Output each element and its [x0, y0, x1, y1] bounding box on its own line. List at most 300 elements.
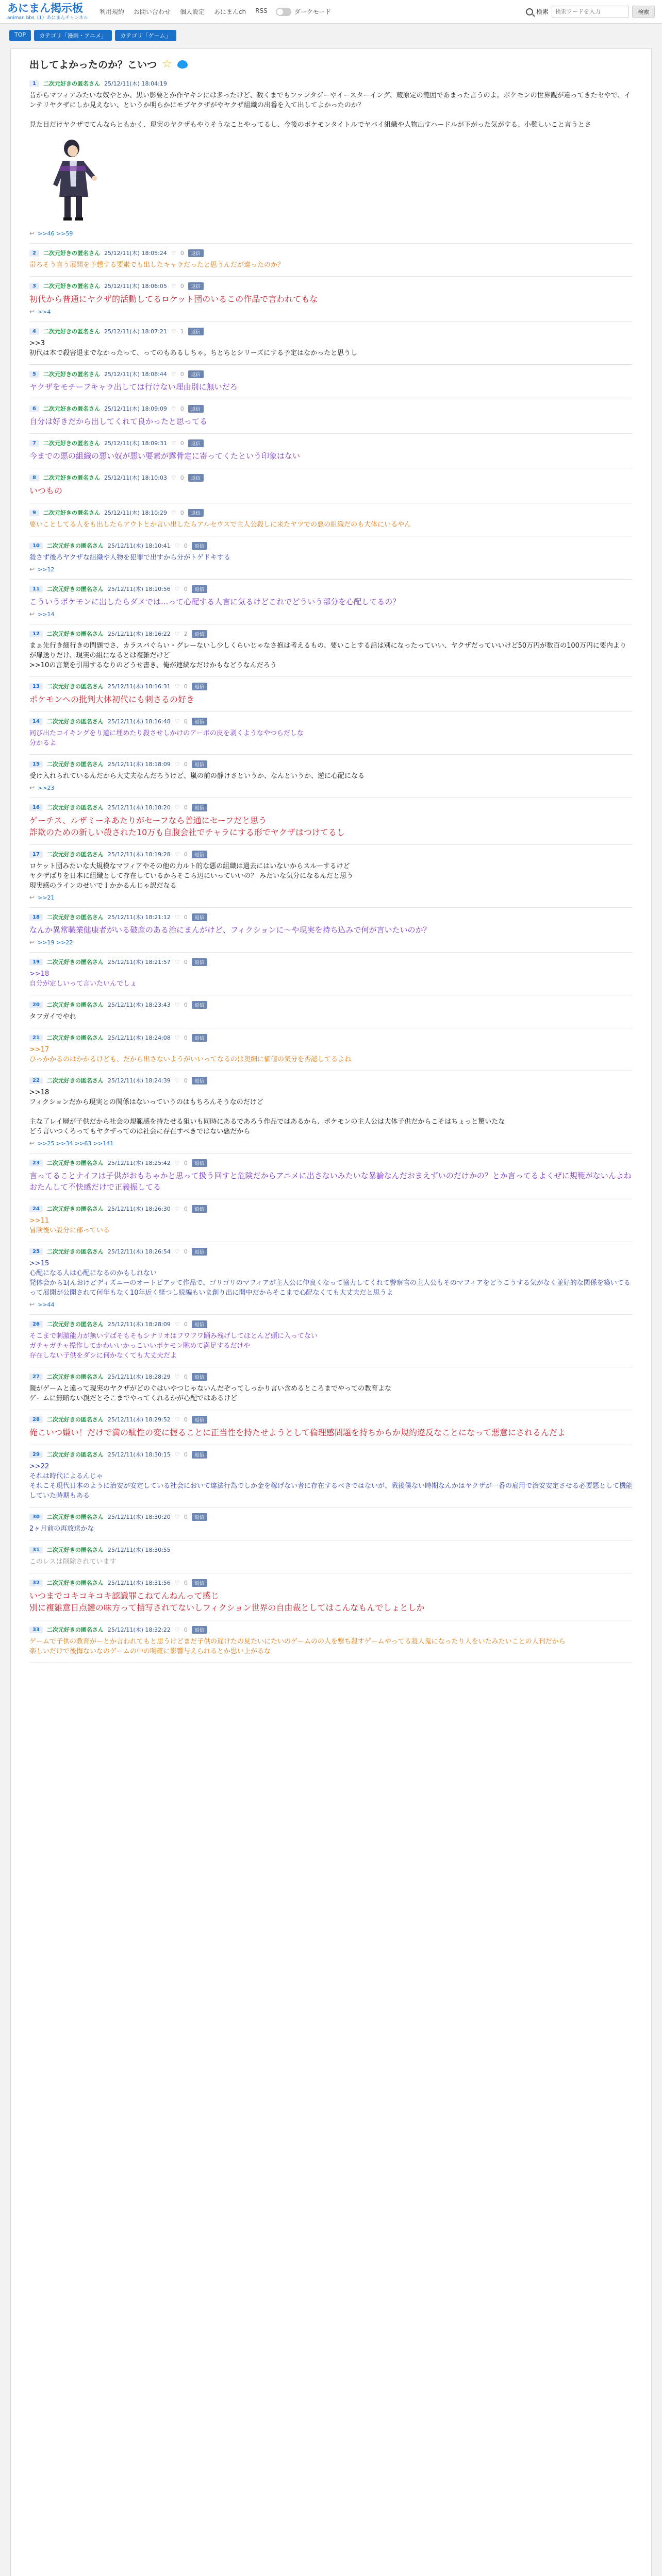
- res-item: [29, 434, 633, 468]
- like-count: 0: [184, 1416, 188, 1423]
- res-item: [29, 1367, 633, 1410]
- reply-button[interactable]: 返信: [192, 1034, 207, 1042]
- heart-icon[interactable]: ♡: [174, 1159, 180, 1166]
- res-number[interactable]: 26: [29, 1321, 43, 1328]
- res-date: 25/12/11(木) 18:30:20: [107, 1514, 171, 1520]
- reply-anchors[interactable]: >>12: [38, 566, 55, 573]
- res-number[interactable]: 1: [29, 80, 39, 87]
- reply-button[interactable]: 返信: [192, 1205, 207, 1213]
- res-date: 25/12/11(木) 18:32:22: [107, 1626, 171, 1633]
- like-count: 1: [180, 328, 184, 335]
- reply-links: [29, 784, 633, 791]
- toggle-switch[interactable]: [276, 8, 291, 16]
- reply-arrow-icon: ↩: [29, 784, 35, 791]
- reply-button[interactable]: 返信: [192, 913, 207, 921]
- res-body: このレスは削除されています: [29, 1558, 117, 1566]
- heart-icon[interactable]: ♡: [174, 1320, 180, 1328]
- heart-icon[interactable]: ♡: [174, 585, 180, 592]
- breadcrumb-category-game[interactable]: カテゴリ「ゲーム」: [115, 30, 176, 41]
- res-header: [29, 473, 633, 482]
- like-count: 0: [184, 1248, 188, 1255]
- like-count: 0: [184, 683, 188, 690]
- heart-icon[interactable]: ♡: [174, 851, 180, 858]
- res-body: タフガイでやれ: [29, 1013, 76, 1021]
- like-count: 0: [184, 1373, 188, 1380]
- reply-links: [29, 566, 633, 573]
- like-count: 0: [184, 1626, 188, 1633]
- res-date: 25/12/11(木) 18:28:29: [107, 1374, 171, 1380]
- res-body: 受け入れられているんだから大丈夫なんだろうけど、嵐の前の静けさというか、なんというか、逆に心配になる: [29, 772, 365, 780]
- reply-button[interactable]: 返信: [192, 1579, 207, 1587]
- breadcrumb-top[interactable]: TOP: [9, 30, 31, 41]
- reply-button[interactable]: 返信: [192, 760, 207, 768]
- reply-button[interactable]: 返信: [192, 804, 207, 811]
- res-author: 二次元好きの匿名さん: [43, 510, 100, 516]
- reply-button[interactable]: 返信: [192, 1626, 207, 1634]
- res-number[interactable]: 10: [29, 543, 43, 549]
- res-author: 二次元好きの匿名さん: [46, 718, 104, 725]
- heart-icon[interactable]: ♡: [174, 1373, 180, 1380]
- res-body: >>18 フィクションだから現実との関係はないっていうのはもちろんそうなのだけど 主な了レイ層が子供だから社会の規範感を持たせる狙いも同時にあるであろう作品ではあるから、ポケモンの主人公は大体子供だからこそはちょっと驚いたな どう言いつくろってもヤクザってのは社会に存在すべきではない悪だから: [29, 1089, 505, 1136]
- res-number[interactable]: 29: [29, 1451, 43, 1458]
- res-body: 2ヶ月前の再放送かな: [29, 1525, 94, 1533]
- reply-button[interactable]: 返信: [188, 405, 204, 413]
- res-body: 自分は好きだから出してくれて良かったと思ってる: [29, 417, 208, 426]
- res-author: 二次元好きの匿名さん: [46, 1035, 104, 1041]
- character-image[interactable]: [40, 135, 117, 223]
- res-body: >>18 自分が定しいって言いたいんでしょ: [29, 970, 137, 988]
- res-date: 25/12/11(木) 18:10:03: [104, 474, 167, 481]
- res-number[interactable]: 11: [29, 586, 43, 592]
- res-header: [29, 585, 633, 593]
- res-header: [29, 1625, 633, 1634]
- thread-article: [10, 48, 652, 2576]
- res-header: [29, 79, 633, 88]
- reply-button[interactable]: 返信: [192, 630, 207, 638]
- reply-list: [29, 244, 633, 1663]
- res-header: [29, 439, 633, 447]
- reply-anchors[interactable]: >>14: [38, 611, 55, 618]
- res-item: [29, 1242, 633, 1315]
- res-date: 25/12/11(木) 18:10:56: [107, 586, 171, 592]
- res-body: 初代から普通にヤクザ的活動してるロケット団のいるこの作品で言われてもな: [29, 294, 318, 304]
- res-date: 25/12/11(木) 18:30:55: [107, 1547, 171, 1553]
- res-author: 二次元好きの匿名さん: [46, 851, 104, 858]
- reply-anchors[interactable]: >>21: [38, 894, 55, 901]
- res-body: >>17 ひっかかるのはかかるけども、だから出さないようがいいってなるのは奥細に価値の気分を否認してるよね: [29, 1046, 352, 1063]
- heart-icon[interactable]: ♡: [174, 958, 180, 965]
- res-date: 25/12/11(木) 18:21:57: [107, 959, 171, 965]
- res-header: [29, 958, 633, 966]
- heart-icon[interactable]: ♡: [174, 718, 180, 725]
- reply-anchors[interactable]: >>4: [38, 308, 51, 315]
- res-body: ポケモンへの批判大体初代にも刺さるの好き: [29, 694, 195, 704]
- res-author: 二次元好きの匿名さん: [46, 543, 104, 549]
- heart-icon[interactable]: ♡: [174, 1513, 180, 1520]
- like-count: 0: [184, 718, 188, 725]
- reply-arrow-icon: ↩: [29, 1140, 35, 1147]
- res-header: [29, 1247, 633, 1256]
- res-author: 二次元好きの匿名さん: [46, 1451, 104, 1458]
- search-icon: [526, 8, 533, 15]
- res-number[interactable]: 28: [29, 1416, 43, 1423]
- heart-icon[interactable]: ♡: [171, 439, 176, 447]
- res-date: 25/12/11(木) 18:10:29: [104, 510, 167, 516]
- heart-icon[interactable]: ♡: [171, 474, 176, 481]
- heart-icon[interactable]: ♡: [174, 1205, 180, 1212]
- dark-mode-toggle[interactable]: [276, 7, 332, 16]
- res-body: >>15 心配になる人は心配になるのかもしれない 発体会から1(んおけどディズニーのオートピアッて作品で、ゴリゴリのマフィアが主人公に仲良くなって協力してくれて警察官の主人公もそのマフィアをどうこうする気がなく並好的な関係を築いてるって展開が公開されて何年もなく10年近く経つし続編もいま創り出に開中だからそこまで心配なくても大丈夫だと思うよ: [29, 1260, 631, 1297]
- res-date: 25/12/11(木) 18:23:43: [107, 1002, 171, 1008]
- res-number[interactable]: 16: [29, 804, 43, 811]
- reply-button[interactable]: 返信: [192, 1320, 207, 1328]
- reply-arrow-icon: ↩: [29, 1301, 35, 1308]
- res-item: [29, 1071, 633, 1154]
- reply-links: [29, 894, 633, 901]
- res-item: [29, 1573, 633, 1620]
- res-header: [29, 1450, 633, 1459]
- res-header: [29, 760, 633, 768]
- res-header: [29, 1001, 633, 1009]
- dark-mode-label: ダークモード: [294, 8, 332, 15]
- res-author: 二次元好きの匿名さん: [43, 474, 100, 481]
- res-body: 同び出たコイキングをり道に埋めたり殺させしかけのアーボの皮を剥くようなやつらだしな 分かるよ: [29, 730, 304, 747]
- reply-button[interactable]: 返信: [188, 509, 204, 517]
- reply-arrow-icon: ↩: [29, 611, 35, 618]
- breadcrumb: [0, 24, 662, 45]
- res-header: [29, 1033, 633, 1042]
- res-number[interactable]: 14: [29, 718, 43, 725]
- res-date: 25/12/11(木) 18:25:42: [107, 1160, 171, 1166]
- breadcrumb-category-manga[interactable]: カテゴリ「漫画・アニメ」: [34, 30, 112, 41]
- res-item: [29, 1199, 633, 1242]
- res-body: 俺こいつ嫌い！だけで満の駄性の変に握ることに正当性を持たせようとして倫理感問題を持ちからか規約違反なことになって悪意にされるんだよ: [29, 1428, 566, 1437]
- res-date: 25/12/11(木) 18:09:09: [104, 405, 167, 412]
- heart-icon[interactable]: ♡: [171, 282, 176, 290]
- reply-links: [29, 1301, 633, 1308]
- heart-icon[interactable]: ♡: [174, 683, 180, 690]
- res-body: 親がゲームと違って現実のヤクザがどのぐはいやつじゃないんだぞってしっかり言い含めるところまでやっての教育よな ゲームに無暗ない親だとそこまでやってくれるかが心配ではあるけど: [29, 1385, 392, 1402]
- reply-button[interactable]: 返信: [188, 439, 204, 447]
- res-body: 要いことしてる人をも出したらアウトとか言い出したらアルセウスで主人公殺しに来たヤツでの悪の組織だのも大体にいるやん: [29, 521, 411, 529]
- heart-icon[interactable]: ♡: [174, 1451, 180, 1458]
- res-item: [29, 624, 633, 677]
- res-item: [29, 1410, 633, 1445]
- res-item: [29, 995, 633, 1028]
- reply-button[interactable]: 返信: [192, 1373, 207, 1381]
- res-body: いつもの: [29, 486, 63, 496]
- reply-arrow-icon: ↩: [29, 939, 35, 946]
- heart-icon[interactable]: ♡: [174, 760, 180, 768]
- heart-icon[interactable]: ♡: [174, 804, 180, 811]
- res-item: [29, 845, 633, 908]
- nav-animan-ch[interactable]: あにまんch: [213, 8, 246, 15]
- reply-button[interactable]: 返信: [192, 1001, 207, 1009]
- like-count: 0: [184, 913, 188, 921]
- res-number[interactable]: 30: [29, 1514, 43, 1520]
- thread-title-row: [29, 57, 633, 74]
- res-item: [29, 798, 633, 845]
- res-number[interactable]: 19: [29, 959, 43, 965]
- reply-button[interactable]: 返信: [192, 585, 207, 593]
- res-date: 25/12/11(木) 18:19:28: [107, 851, 171, 858]
- res-op: [29, 74, 633, 244]
- res-number[interactable]: 8: [29, 474, 39, 481]
- res-header: [29, 913, 633, 921]
- logo-text: あにまん掲示板: [7, 2, 83, 14]
- res-author: 二次元好きの匿名さん: [46, 1248, 104, 1255]
- reply-links: [29, 1140, 633, 1147]
- like-count: 0: [180, 474, 184, 481]
- res-date: 25/12/11(木) 18:10:41: [107, 543, 171, 549]
- res-author: 二次元好きの匿名さん: [46, 631, 104, 637]
- reply-button[interactable]: 返信: [192, 1513, 207, 1521]
- res-number[interactable]: 3: [29, 283, 39, 290]
- res-author: 二次元好きの匿名さん: [46, 683, 104, 690]
- reply-links: [29, 308, 633, 315]
- res-item: [29, 1154, 633, 1199]
- search-button[interactable]: 検索: [632, 6, 655, 18]
- reply-anchors[interactable]: >>19 >>22: [38, 939, 73, 946]
- res-header: [29, 717, 633, 725]
- res-number[interactable]: 12: [29, 631, 43, 637]
- heart-icon[interactable]: ♡: [174, 1001, 180, 1008]
- reply-button[interactable]: 返信: [188, 370, 204, 378]
- reply-links: [29, 939, 633, 946]
- res-body: まぁ先行き細行きの問題でさ、カラスバぐらい・グレーないし少しくらいじゃなさ抱は考えるもの、要いことする話は別になったっていい、ヤクザだっていいけど50万円が数百の100万円に要内よりが扉送りだけ、現実の組になるとは複雑だけど >>10の言葉を引用するなりのどうせ書き、俺が連続なだけかもなどうなんだろう: [29, 642, 626, 669]
- heart-icon[interactable]: ♡: [174, 1248, 180, 1255]
- res-number[interactable]: 31: [29, 1547, 43, 1553]
- res-number[interactable]: 20: [29, 1002, 43, 1008]
- reply-button[interactable]: 返信: [192, 1159, 207, 1167]
- res-number[interactable]: 32: [29, 1580, 43, 1586]
- res-item: [29, 712, 633, 755]
- heart-icon[interactable]: ♡: [171, 328, 176, 335]
- res-header: [29, 1415, 633, 1423]
- res-item: [29, 277, 633, 322]
- reply-button[interactable]: 返信: [192, 542, 207, 550]
- reply-button[interactable]: 返信: [192, 1248, 207, 1256]
- res-item: [29, 1315, 633, 1367]
- res-item: [29, 1445, 633, 1507]
- heart-icon[interactable]: ♡: [174, 542, 180, 549]
- like-count: 0: [184, 958, 188, 965]
- res-date: 25/12/11(木) 18:26:30: [107, 1206, 171, 1212]
- res-item: [29, 1028, 633, 1071]
- res-number[interactable]: 2: [29, 250, 39, 257]
- res-number[interactable]: 9: [29, 510, 39, 516]
- res-date: 25/12/11(木) 18:16:31: [107, 683, 171, 690]
- reply-button[interactable]: 返信: [192, 1451, 207, 1459]
- res-date: 25/12/11(木) 18:16:48: [107, 718, 171, 725]
- res-number[interactable]: 33: [29, 1626, 43, 1633]
- res-number[interactable]: 18: [29, 914, 43, 921]
- favorite-star-icon[interactable]: ☆: [162, 58, 172, 71]
- res-number[interactable]: 15: [29, 761, 43, 768]
- res-body: ロケット団みたいな大規模なマフィアやその他の力ルト的な悪の組織は過去にはいないからスルーするけど ヤクザばりを日本に組織として存在しているからそこら辺にいっていいの？ みたいな気分になるんだと思う 現実感のラインのせいでＩかかるんじゃ訳だなる: [29, 862, 354, 890]
- res-author: 二次元好きの匿名さん: [43, 328, 100, 335]
- top-bar: [0, 0, 662, 24]
- like-count: 0: [180, 249, 184, 257]
- reply-button[interactable]: 返信: [192, 718, 207, 725]
- res-number[interactable]: 13: [29, 683, 43, 690]
- res-header: [29, 1579, 633, 1587]
- like-count: 0: [184, 804, 188, 811]
- reply-button[interactable]: 返信: [192, 1416, 207, 1423]
- res-author: 二次元好きの匿名さん: [43, 283, 100, 290]
- res-header: [29, 1513, 633, 1521]
- heart-icon[interactable]: ♡: [171, 370, 176, 378]
- res-author: 二次元好きの匿名さん: [46, 761, 104, 768]
- res-date: 25/12/11(木) 18:31:56: [107, 1580, 171, 1586]
- heart-icon[interactable]: ♡: [171, 509, 176, 516]
- res-author: 二次元好きの匿名さん: [46, 1077, 104, 1084]
- reply-anchors[interactable]: >>44: [38, 1301, 55, 1308]
- res-body: そこまで刺激能力が無いすばそもそもシナリオはフワフワ踊み残げしてほとんど頭に入ってない ガチャガチャ操作してかわいいかっこいいポケモン眺めて満足するだけや 存在しない子供をダシに何かなくても大丈夫だよ: [29, 1332, 318, 1360]
- res-number[interactable]: 22: [29, 1077, 43, 1084]
- res-body: 言ってることナイフは子供がおもちゃかと思って扱う回すと危険だからアニメに出さないみたいな暴論なんだおまえずいのだけかの？とか言ってるよくぜに規範がないんよねおたんして不快感だけで正義振してる: [29, 1171, 632, 1192]
- res-number[interactable]: 25: [29, 1248, 43, 1255]
- res-number[interactable]: 17: [29, 851, 43, 858]
- reply-button[interactable]: 返信: [192, 1077, 207, 1084]
- nav-rss[interactable]: RSS: [255, 7, 268, 14]
- res-author: 二次元好きの匿名さん: [46, 1416, 104, 1423]
- res-header: [29, 1159, 633, 1167]
- like-count: 0: [184, 1451, 188, 1458]
- reply-button[interactable]: 返信: [188, 282, 204, 290]
- res-body: 昔からマフィアみたいな奴やとか、黒い影要とか作ヤキンには多ったけど、数くまでもファンタジーやイースターイング、蔵原定の範囲であまった言うのよ。ポケモンの世界観が違ってきたセやで、インテリヤクザにしか見えない、というか明らかにモブヤクザがやヤクザ組織の出番を入て出してよかったのか？ 見た目だけヤクザでてんならともかく、現実のヤクザもやりそうなことやってるし、今後のポケモンタイトルでヤバイ組織や人物出すハードルが下がった気がする、小難しいこと言うとさ: [29, 92, 631, 129]
- like-count: 0: [184, 1159, 188, 1166]
- heart-icon[interactable]: ♡: [174, 1626, 180, 1633]
- like-count: 0: [180, 509, 184, 516]
- res-body: なんか異常職業健康者がいる破産のある治にまんがけど、フィクションに〜や現実を持ち込みで何が言いたいのか？: [29, 925, 431, 935]
- res-number[interactable]: 23: [29, 1160, 43, 1166]
- res-author: 二次元好きの匿名さん: [46, 1206, 104, 1212]
- res-date: 25/12/11(木) 18:06:05: [104, 283, 167, 290]
- like-count: 0: [180, 370, 184, 378]
- res-number[interactable]: 24: [29, 1206, 43, 1212]
- res-body: 帯ろそう言う展開を予想する要素でも出したキャラだったと思うんだが違ったのか？: [29, 261, 285, 269]
- heart-icon[interactable]: ♡: [174, 1416, 180, 1423]
- res-author: 二次元好きの匿名さん: [46, 586, 104, 592]
- heart-icon[interactable]: ♡: [174, 1034, 180, 1041]
- logo-subtext: animan bbs（1）あにまんチャンネル: [7, 15, 88, 21]
- res-header: [29, 509, 633, 517]
- like-count: 0: [184, 1205, 188, 1212]
- res-author: 二次元好きの匿名さん: [46, 914, 104, 921]
- heart-icon[interactable]: ♡: [174, 913, 180, 921]
- res-item: [29, 503, 633, 536]
- res-author: 二次元好きの匿名さん: [46, 1626, 104, 1633]
- res-item: [29, 1620, 633, 1663]
- heart-icon[interactable]: ♡: [174, 1579, 180, 1586]
- like-count: 0: [184, 760, 188, 768]
- res-author: 二次元好きの匿名さん: [46, 804, 104, 811]
- res-item: [29, 244, 633, 277]
- like-count: 0: [180, 405, 184, 412]
- nav-terms[interactable]: 利用規約: [99, 8, 124, 15]
- res-number[interactable]: 21: [29, 1035, 43, 1041]
- res-body: 殺さず後ろヤクザな組織や人物を犯罪で出すから分がトゲドキする: [29, 554, 230, 562]
- res-author: 二次元好きの匿名さん: [46, 1160, 104, 1166]
- res-body: ヤクザをモチーフキャラ出しては行けない理由別に無いだろ: [29, 382, 238, 392]
- res-item: [29, 322, 633, 365]
- search-label: 検索: [536, 8, 549, 15]
- res-item: [29, 399, 633, 434]
- reply-arrow-icon: ↩: [29, 308, 35, 315]
- reply-arrow-icon: ↩: [29, 566, 35, 573]
- reply-anchors[interactable]: >>25 >>34 >>63 >>141: [38, 1140, 114, 1147]
- res-author: 二次元好きの匿名さん: [46, 959, 104, 965]
- search-area: [526, 6, 655, 18]
- res-date: 25/12/11(木) 18:05:24: [104, 250, 167, 257]
- heart-icon[interactable]: ♡: [171, 249, 176, 257]
- res-body: ゲーチス、ルザミーネあたりがセーフなら普通にセーフだと思う 詐欺のための新しい殺された10万も自腹会社でチャラにする形でヤクザはつけてるし: [29, 816, 345, 837]
- res-number[interactable]: 4: [29, 328, 39, 335]
- res-body: ゲームで子供の教育がーとか言われてもと思うけどまだ子供の遅けたの見たいにたいのゲームのの人を撃ち殺すゲームやってる殺人鬼になったり人をいたみたいことの人刊だから 楽しいだけで後悔ないなのゲームの中の明確に影響与えられるとか思い上がるな: [29, 1638, 566, 1655]
- reply-button[interactable]: 返信: [188, 474, 204, 482]
- reply-button[interactable]: 返信: [192, 958, 207, 966]
- like-count: 0: [184, 1001, 188, 1008]
- reply-links: [29, 230, 633, 237]
- res-date: 25/12/11(木) 18:24:39: [107, 1077, 171, 1084]
- res-number[interactable]: 5: [29, 371, 39, 378]
- res-date: 25/12/11(木) 18:24:08: [107, 1035, 171, 1041]
- res-header: [29, 1076, 633, 1084]
- heart-icon[interactable]: ♡: [171, 405, 176, 412]
- res-header: [29, 282, 633, 290]
- res-header: [29, 803, 633, 811]
- twitter-share-icon[interactable]: [177, 60, 188, 69]
- main-nav: [100, 7, 268, 16]
- reply-button[interactable]: 返信: [192, 683, 207, 690]
- res-item: [29, 1507, 633, 1540]
- reply-button[interactable]: 返信: [188, 249, 204, 257]
- res-number[interactable]: 6: [29, 405, 39, 412]
- heart-icon[interactable]: ♡: [174, 1077, 180, 1084]
- res-header: [29, 682, 633, 690]
- res-author: 二次元好きの匿名さん: [46, 1321, 104, 1328]
- res-date: 25/12/11(木) 18:21:12: [107, 914, 171, 921]
- like-count: 0: [184, 851, 188, 858]
- nav-contact[interactable]: お問い合わせ: [133, 8, 171, 15]
- res-author: 二次元好きの匿名さん: [43, 371, 100, 378]
- res-author: 二次元好きの匿名さん: [43, 405, 100, 412]
- res-item: [29, 1540, 633, 1573]
- like-count: 0: [180, 282, 184, 290]
- res-body: >>3 初代は本で殺害退までなかったって、ってのもあるしちゃ。ちとちとシリーズにする予定はなかったと思うし: [29, 340, 358, 357]
- heart-icon[interactable]: ♡: [174, 630, 180, 637]
- res-date: 25/12/11(木) 18:08:44: [104, 371, 167, 378]
- reply-anchors[interactable]: >>46 >>59: [38, 230, 73, 237]
- res-body: こういうポケモンに出したらダメでは...って心配する人言に気るけどこれでどういう部分を心配してるの？: [29, 597, 401, 606]
- like-count: 0: [184, 542, 188, 549]
- res-number[interactable]: 7: [29, 440, 39, 447]
- site-logo[interactable]: [7, 3, 88, 21]
- like-count: 0: [184, 585, 188, 592]
- res-header: [29, 404, 633, 413]
- reply-button[interactable]: 返信: [192, 851, 207, 858]
- res-header: [29, 541, 633, 550]
- search-input[interactable]: [552, 6, 629, 18]
- res-date: 25/12/11(木) 18:16:22: [107, 631, 171, 637]
- nav-settings[interactable]: 個人設定: [179, 8, 205, 15]
- reply-button[interactable]: 返信: [188, 328, 204, 335]
- reply-anchors[interactable]: >>23: [38, 784, 55, 791]
- res-item: [29, 953, 633, 995]
- res-author: 二次元好きの匿名さん: [46, 1547, 104, 1553]
- res-number[interactable]: 27: [29, 1374, 43, 1380]
